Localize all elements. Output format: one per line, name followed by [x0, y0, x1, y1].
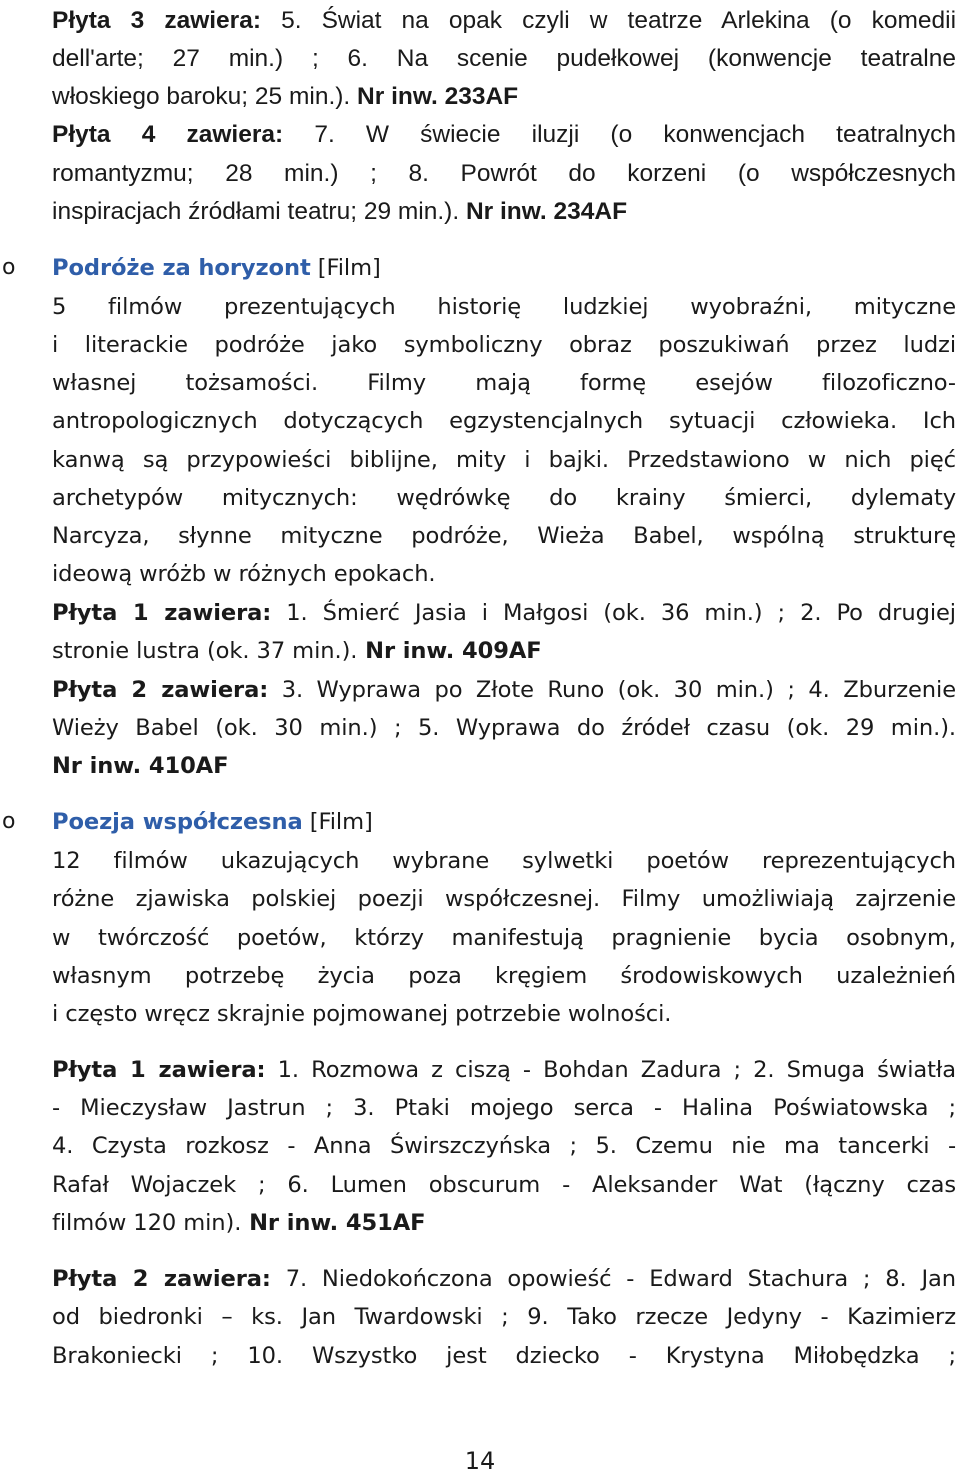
text-line	[52, 632, 956, 670]
text-line: - Mieczysław Jastrun ; 3. Ptaki mojego serca - Halina Poświatowska ;	[52, 1095, 956, 1121]
inventory-number: Nr inw. 234AF	[459, 198, 628, 225]
text-line	[52, 2, 956, 40]
text-span: włoskiego baroku; 25 min.).	[52, 83, 351, 110]
text-span: 7. W świecie iluzji (o konwencjach teatralnych	[283, 121, 956, 148]
text-line: własnej tożsamości. Filmy mają formę esejów filozoficzno-	[52, 370, 956, 396]
text-line: i często wręcz skrajnie pojmowanej potrzebie wolności.	[52, 1001, 672, 1027]
list-bullet: o	[2, 809, 16, 834]
text-line	[52, 747, 956, 785]
text-line: 12 filmów ukazujących wybrane sylwetki poetów reprezentujących	[52, 848, 956, 874]
text-span: 1. Śmierć Jasia i Małgosi (ok. 36 min.) ; 2. Po drugiej	[271, 600, 956, 626]
text-line: Brakoniecki ; 10. Wszystko jest dziecko - Krystyna Miłobędzka ;	[52, 1343, 956, 1369]
inventory-number: Nr inw. 409AF	[357, 638, 542, 664]
list-bullet: o	[2, 255, 16, 280]
text-line: od biedronki – ks. Jan Twardowski ; 9. Tako rzecze Jedyny - Kazimierz	[52, 1304, 956, 1330]
text-line: w twórczość poetów, którzy manifestują pragnienie bycia osobnym,	[52, 925, 956, 951]
text-span: 3. Wyprawa po Złote Runo (ok. 30 min.) ; 4. Zburzenie	[268, 677, 956, 703]
text-line	[52, 116, 956, 154]
text-line: 4. Czysta rozkosz - Anna Świrszczyńska ; 5. Czemu nie ma tancerki -	[52, 1133, 956, 1159]
text-span: 5. Świat na opak czyli w teatrze Arlekina (o komedii	[261, 7, 956, 34]
disc-label: Płyta 2 zawiera:	[52, 677, 269, 703]
disc-label: Płyta 4 zawiera:	[52, 121, 284, 148]
text-line	[52, 671, 956, 709]
text-line	[52, 1051, 956, 1089]
text-line: romantyzmu; 28 min.) ; 8. Powrót do korzeni (o współczesnych	[52, 160, 956, 187]
text-span: 7. Niedokończona opowieść - Edward Stachura ; 8. Jan	[270, 1266, 956, 1292]
item-tag: [Film]	[310, 255, 381, 281]
text-line: Wieży Babel (ok. 30 min.) ; 5. Wyprawa do źródeł czasu (ok. 29 min.).	[52, 715, 956, 741]
text-line	[52, 78, 956, 116]
disc-label: Płyta 1 zawiera:	[52, 1057, 266, 1083]
inventory-number: Nr inw. 233AF	[350, 83, 519, 110]
text-line: Narcyza, słynne mityczne podróże, Wieża Babel, wspólną strukturę	[52, 523, 956, 549]
text-line: Rafał Wojaczek ; 6. Lumen obscurum - Aleksander Wat (łączny czas	[52, 1172, 956, 1198]
text-line: i literackie podróże jako symboliczny obraz poszukiwań przez ludzi	[52, 332, 956, 358]
text-line: kanwą są przypowieści biblijne, mity i bajki. Przedstawiono w nich pięć	[52, 447, 956, 473]
item-title: Podróże za horyzont	[52, 255, 311, 281]
item-tag: [Film]	[302, 809, 373, 835]
text-span: filmów 120 min).	[52, 1210, 242, 1236]
text-line: różne zjawiska polskiej poezji współczesnej. Filmy umożliwiają zajrzenie	[52, 886, 956, 912]
text-span: inspiracjach źródłami teatru; 29 min.).	[52, 198, 460, 225]
page-number: 14	[464, 1447, 496, 1475]
item-title-line	[52, 249, 956, 287]
text-line	[52, 594, 956, 632]
text-line: własnym potrzebę życia poza kręgiem środowiskowych uzależnień	[52, 963, 956, 989]
text-line	[52, 1260, 956, 1298]
text-span: 1. Rozmowa z ciszą - Bohdan Zadura ; 2. Smuga światła	[265, 1057, 956, 1083]
text-line: dell'arte; 27 min.) ; 6. Na scenie pudełkowej (konwencje teatralne	[52, 45, 956, 72]
item-title-line	[52, 803, 956, 841]
text-line	[52, 193, 956, 231]
text-line: ideową wróżb w różnych epokach.	[52, 561, 436, 587]
text-line: archetypów mitycznych: wędrówkę do krainy śmierci, dylematy	[52, 485, 956, 511]
text-line: antropologicznych dotyczących egzystencjalnych sytuacji człowieka. Ich	[52, 408, 956, 434]
inventory-number: Nr inw. 410AF	[52, 753, 229, 779]
text-line: 5 filmów prezentujących historię ludzkiej wyobraźni, mityczne	[52, 294, 956, 320]
disc-label: Płyta 3 zawiera:	[52, 7, 262, 34]
inventory-number: Nr inw. 451AF	[241, 1210, 426, 1236]
disc-label: Płyta 2 zawiera:	[52, 1266, 271, 1292]
text-line	[52, 1204, 956, 1242]
disc-label: Płyta 1 zawiera:	[52, 600, 272, 626]
item-title: Poezja współczesna	[52, 809, 303, 835]
text-span: stronie lustra (ok. 37 min.).	[52, 638, 358, 664]
